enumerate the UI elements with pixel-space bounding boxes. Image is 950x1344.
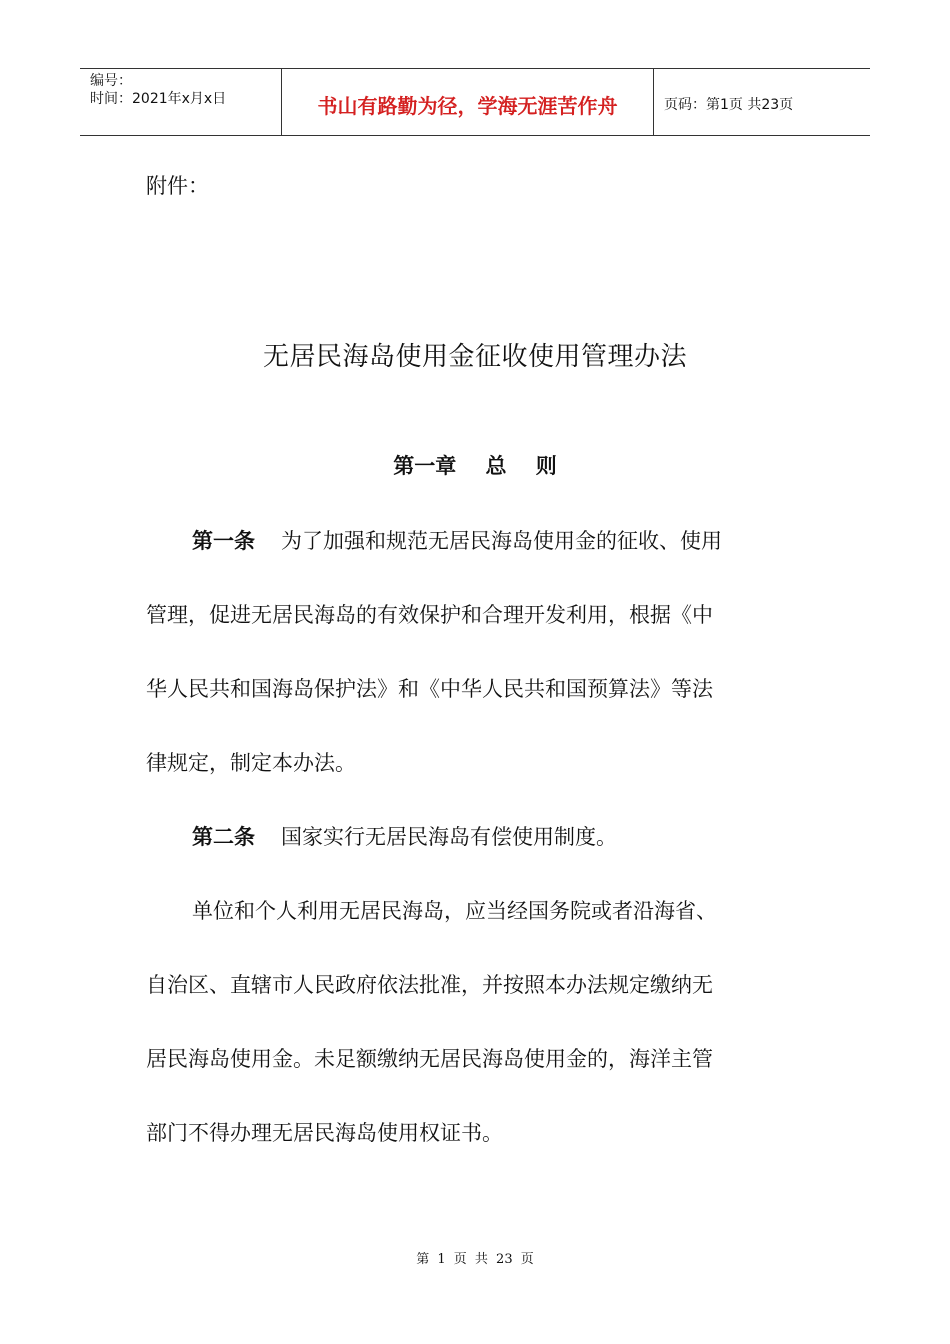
- header-table: [80, 68, 870, 136]
- paragraph-line-4: 部门不得办理无居民海岛使用权证书。: [146, 1121, 503, 1145]
- attachment-label: 附件：: [146, 174, 209, 198]
- paragraph-line-3: 居民海岛使用金。未足额缴纳无居民海岛使用金的，海洋主管: [146, 1047, 713, 1071]
- article-1-label: 第一条: [192, 529, 255, 553]
- header-page-info: 页码：第1页 共23页: [664, 97, 794, 113]
- chapter-heading: 第一章 总 则: [393, 454, 557, 478]
- header-motto: 书山有路勤为径，学海无涯苦作舟: [282, 69, 654, 135]
- document-body: [146, 521, 806, 1187]
- article-1-line-4: 律规定，制定本办法。: [146, 751, 356, 775]
- paragraph-line-2: 自治区、直辖市人民政府依法批准，并按照本办法规定缴纳无: [146, 973, 713, 997]
- article-2-line-1: [146, 817, 806, 891]
- document-title: 无居民海岛使用金征收使用管理办法: [262, 342, 687, 372]
- article-1-line-3: 华人民共和国海岛保护法》和《中华人民共和国预算法》等法: [146, 677, 713, 701]
- document-number-label: 编号：: [90, 73, 132, 89]
- header-meta-cell: [80, 69, 282, 135]
- article-2-label: 第二条: [192, 825, 255, 849]
- article-2-text: 国家实行无居民海岛有偿使用制度。: [281, 825, 617, 849]
- document-date-label: 时间：2021年x月x日: [90, 91, 227, 107]
- page-footer: 第 1 页 共 23 页: [416, 1252, 534, 1267]
- article-1-text: 为了加强和规范无居民海岛使用金的征收、使用: [281, 529, 722, 553]
- article-1-line-1: [146, 521, 806, 595]
- article-1-line-2: 管理，促进无居民海岛的有效保护和合理开发利用，根据《中: [146, 603, 713, 627]
- paragraph-line-1: 单位和个人利用无居民海岛，应当经国务院或者沿海省、: [192, 899, 717, 923]
